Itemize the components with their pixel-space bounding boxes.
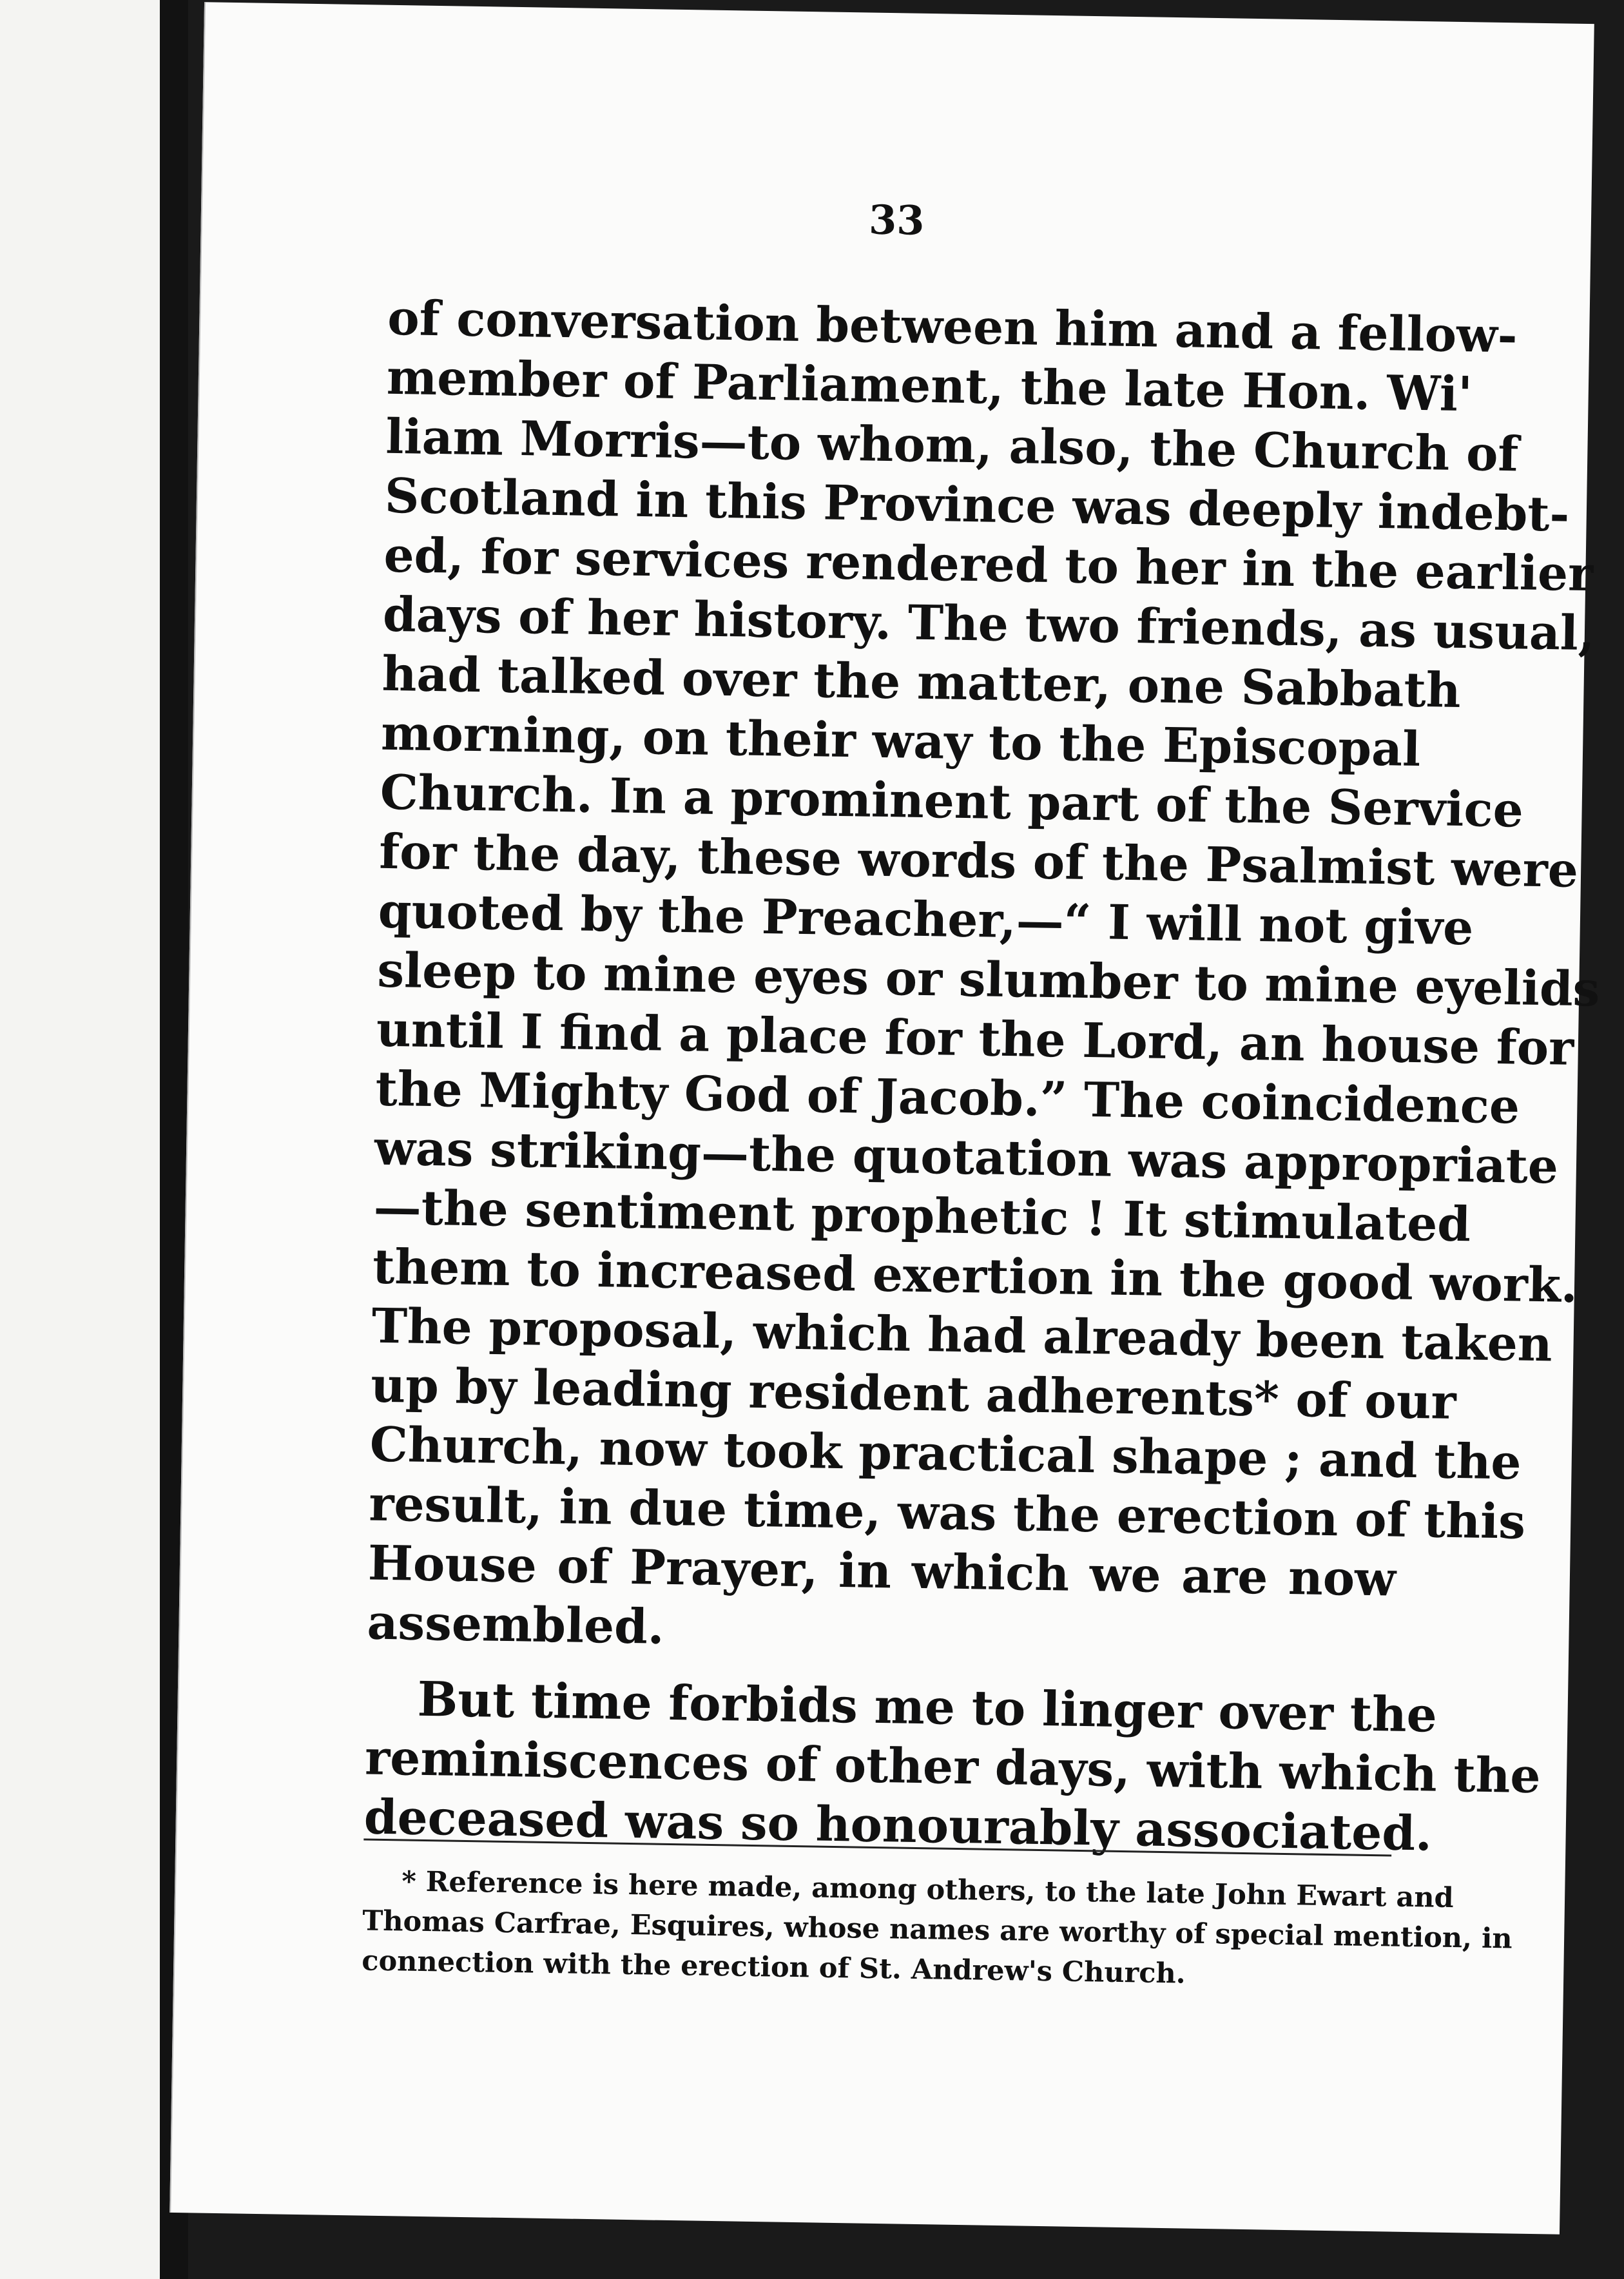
text-line: liam Morris—to whom, also, the Church of bbox=[385, 409, 1519, 483]
footnote bbox=[361, 1861, 1513, 1997]
footnote-line: Thomas Carfrae, Esquires, whose names are worthy of special mention, in bbox=[362, 1905, 1513, 1955]
text-line: morning, on their way to the Episcopal bbox=[380, 705, 1421, 778]
text-line: days of her history. The two friends, as usual, bbox=[382, 587, 1596, 662]
text-line: Church, now took practical shape ; and the bbox=[369, 1417, 1522, 1491]
text-line: sleep to mine eyes or slumber to mine eyelids bbox=[376, 942, 1601, 1018]
text-line: of conversation between him and a fellow- bbox=[387, 290, 1518, 364]
text-line: was striking—the quotation was appropriate bbox=[374, 1120, 1559, 1195]
text-line: member of Parliament, the late Hon. Wi' bbox=[386, 349, 1473, 423]
facing-page-edge bbox=[0, 0, 160, 2279]
text-line: House of Prayer, in which we are now bbox=[367, 1535, 1397, 1607]
text-line: —the sentiment prophetic ! It stimulated bbox=[373, 1179, 1471, 1253]
text-line: had talked over the matter, one Sabbath bbox=[382, 646, 1462, 719]
paragraph-1 bbox=[366, 289, 1601, 1669]
text-line: result, in due time, was the erection of this bbox=[368, 1476, 1526, 1550]
text-line: Scotland in this Province was deeply indebt- bbox=[384, 468, 1570, 543]
text-line: them to increased exertion in the good work. bbox=[372, 1239, 1578, 1314]
footnote-line: connection with the erection of St. Andrew's Church. bbox=[361, 1944, 1186, 1990]
page-number: 33 bbox=[868, 196, 925, 244]
text-line: for the day, these words of the Psalmist were bbox=[378, 824, 1579, 898]
text-line: up by leading resident adherents* of our bbox=[370, 1357, 1457, 1431]
text-line: quoted by the Preacher,—“ I will not give bbox=[378, 883, 1474, 956]
text-line: Church. In a prominent part of the Service bbox=[380, 764, 1524, 839]
body-text bbox=[363, 289, 1601, 1863]
text-line: assembled. bbox=[366, 1595, 665, 1655]
text-line: the Mighty God of Jacob.” The coincidence bbox=[374, 1061, 1520, 1135]
book-page bbox=[169, 2, 1601, 2234]
text-line: ed, for services rendered to her in the earlier bbox=[383, 527, 1594, 603]
text-line: deceased was so honourably associated. bbox=[363, 1789, 1433, 1862]
footnote-line: * Reference is here made, among others, to the late John Ewart and bbox=[401, 1865, 1455, 1915]
text-line: But time forbids me to linger over the bbox=[417, 1671, 1438, 1743]
paragraph-2 bbox=[363, 1669, 1542, 1863]
text-line: reminiscences of other days, with which the bbox=[364, 1730, 1542, 1805]
text-line: until I find a place for the Lord, an house for bbox=[376, 1002, 1574, 1076]
text-line: The proposal, which had already been taken bbox=[371, 1298, 1553, 1373]
